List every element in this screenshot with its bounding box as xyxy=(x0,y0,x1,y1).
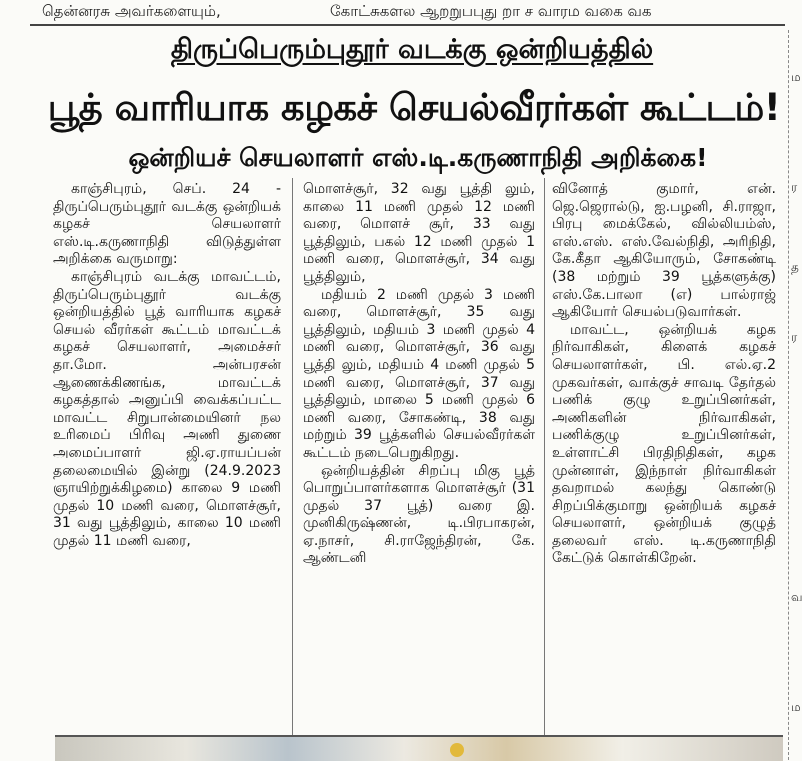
edge-char: ம xyxy=(791,70,801,84)
bottom-photo xyxy=(55,735,783,761)
paragraph: ஒன்றியத்தின் சிறப்பு மிகு பூத் பொறுப்பாளர்களாக மொளச்சூர் (31 முதல் 37 பூத்) வரை இ. முனிகிருஷ்ணன், டி.பிரபாகரன், ஏ.நாசர், சி.ராஜேந்திரன், கே. ஆண்டனி xyxy=(303,462,535,567)
paragraph: மதியம் 2 மணி முதல் 3 மணி வரை, மொளச்சூர், 35 வது பூத்திலும், மதியம் 3 மணி முதல் 4 மணி வரை, மொளச்சூர், 36 வது பூத்தி லும், மதியம் 4 மணி முதல் 5 மணி வரை, மொளச்சூர், 37 வது பூத்திலும், மாலை 5 மணி முதல் 6 மணி வரை, சோகண்டி, 38 வது மற்றும் 39 பூத்களில் செயல்வீரர்கள் கூட்டம் நடைபெறுகிறது. xyxy=(303,286,535,461)
photo-detail xyxy=(450,743,464,757)
prev-article-fragment: தென்னரசு அவர்களையும், xyxy=(42,2,221,20)
article-deck: ஒன்றியச் செயலாளர் எஸ்.டி.கருணாநிதி அறிக்கை! xyxy=(128,143,708,172)
paragraph: மாவட்ட, ஒன்றியக் கழக நிர்வாகிகள், கிளைக் கழகச் செயலாளர்கள், பி. எல்.ஏ.2 முகவர்கள், வாக்குச் சாவடி தேர்தல் பணிக் குழு உறுப்பினர்கள், அணிகளின் நிர்வாகிகள், பணிக்குழு உறுப்பினர்கள், உள்ளாட்சி பிரதிநிதிகள், கழக முன்னாள், இந்நாள் நிர்வாகிகள் தவறாமல் கலந்து கொண்டு சிறப்பிக்குமாறு ஒன்றியக் கழகச் செயலாளர், ஒன்றியக் குழுத் தலைவர் எஸ். டி.கருணாநிதி கேட்டுக் கொள்கிறேன். xyxy=(552,321,776,567)
right-edge-strip xyxy=(788,30,801,760)
edge-char: த xyxy=(791,260,799,274)
paragraph: மொளச்சூர், 32 வது பூத்தி லும், காலை 11 மணி முதல் 12 மணி வரை, மொளச் சூர், 33 வது பூத்திலும், பகல் 12 மணி முதல் 1 மணி வரை, மொளச்சூர், 34 வது பூத்திலும், xyxy=(303,181,535,285)
edge-char: ம xyxy=(791,700,801,714)
article-kicker: திருப்பெரும்புதூர் வடக்கு ஒன்றியத்தில் xyxy=(170,34,654,65)
article-headline: பூத் வாரியாக கழகச் செயல்வீரர்கள் கூட்டம்! xyxy=(47,86,781,129)
edge-char: ர xyxy=(791,180,798,194)
top-divider xyxy=(30,24,785,26)
column-divider xyxy=(292,178,293,738)
edge-char: வ xyxy=(791,590,802,604)
paragraph: காஞ்சிபுரம், செப். 24 - திருப்பெரும்புதூர் வடக்கு ஒன்றியக் கழகச் செயலாளர் எஸ்.டி.கருணாநிதி விடுத்துள்ள அறிக்கை வருமாறு: xyxy=(53,181,281,268)
top-strip xyxy=(0,0,800,26)
article-column-2 xyxy=(303,181,535,741)
edge-char: ர xyxy=(791,330,798,344)
article-column-1 xyxy=(53,181,281,741)
article-column-3 xyxy=(552,181,776,741)
paragraph: வினோத் குமார், என். ஜெ.ஜெரால்டு, ஐ.பழனி, சி.ராஜா, பிரபு மைக்கேல், வில்லியம்ஸ், எஸ்.எஸ். எஸ்.வேல்நிதி, அரிநிதி, கே.கீதா ஆகியோரும், சோகண்டி (38 மற்றும் 39 பூத்களுக்கு) எஸ்.கே.பாலா (எ) பால்ராஜ் ஆகியோர் செயல்படுவார்கள். xyxy=(552,181,776,321)
column-divider xyxy=(544,178,545,738)
prev-article-fragment-right: கோட்சுகளல ஆறறுபபுது றா ச வாரம வகை வக xyxy=(330,2,652,20)
paragraph: காஞ்சிபுரம் வடக்கு மாவட்டம், திருப்பெரும்புதூர் வடக்கு ஒன்றியத்தில் பூத் வாரியாக கழகச் செயல் வீரர்கள் கூட்டம் மாவட்டக் கழகச் செயலாளர், அமைச்சர் தா.மோ. அன்பரசன் ஆணைக்கிணங்க, மாவட்டக் கழகத்தால் அனுப்பி வைக்கப்பட்ட மாவட்ட சிறுபான்மையினர் நல உரிமைப் பிரிவு அணி துணை அமைப்பாளர் ஜி.ஏ.ராயப்பன் தலைமையில் இன்று (24.9.2023 ஞாயிற்றுக்கிழமை) காலை 9 மணி முதல் 10 மணி வரை, மொளச்சூர், 31 வது பூத்திலும், காலை 10 மணி முதல் 11 மணி வரை, xyxy=(53,268,281,549)
photo-top-rule xyxy=(55,735,783,737)
